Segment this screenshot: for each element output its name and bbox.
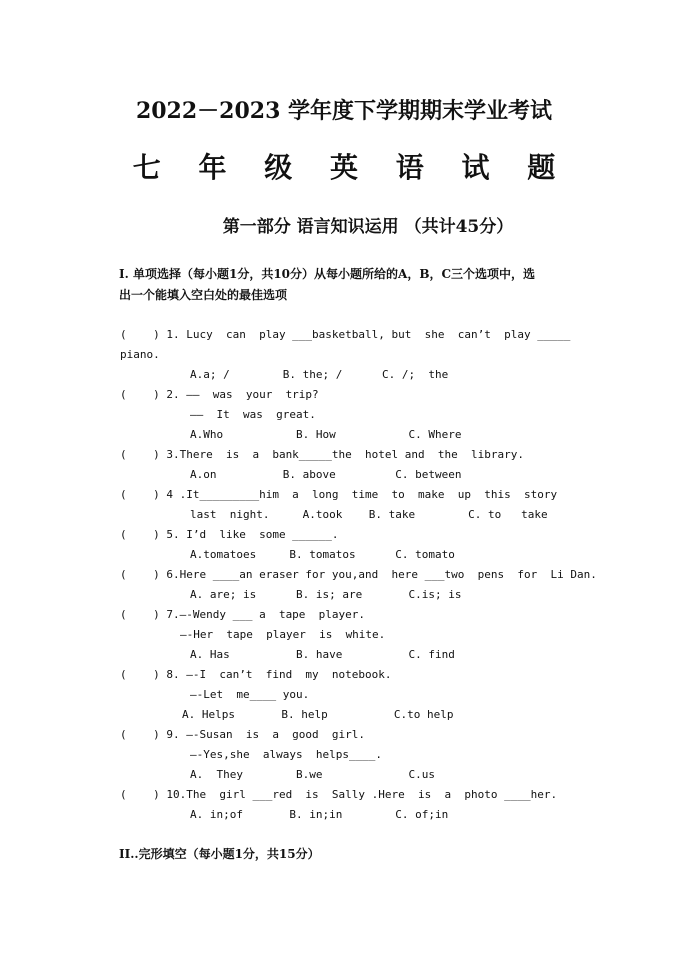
question-2-options: A.Who B. How C. Where: [190, 428, 462, 441]
question-4-continued: last night. A.took B. take C. to take: [190, 508, 548, 521]
question-6-options: A. are; is B. is; are C.is; is: [190, 588, 462, 601]
question-7-continued: —-Her tape player is white.: [180, 628, 386, 641]
question-9: ( ) 9. —-Susan is a good girl.: [120, 728, 366, 741]
question-3-options: A.on B. above C. between: [190, 468, 462, 481]
question-5-options: A.tomatoes B. tomatos C. tomato: [190, 548, 455, 561]
part1-title: 第一部分 语言知识运用 （共计45分）: [222, 217, 514, 237]
question-7: ( ) 7.—-Wendy ___ a tape player.: [120, 608, 366, 621]
question-2-continued: —— It was great.: [190, 408, 316, 421]
question-3: ( ) 3.There is a bank_____the hotel and the library.: [120, 448, 524, 461]
question-9-continued: —-Yes,she always helps____.: [190, 748, 383, 761]
section1-instructions-line2: 出一个能填入空白处的最佳选项: [119, 288, 288, 302]
question-10-options: A. in;of B. in;in C. of;in: [190, 808, 449, 821]
question-2: ( ) 2. —— was your trip?: [120, 388, 319, 401]
question-1-options: A.a; / B. the; / C. /; the: [190, 368, 449, 381]
question-8-options: A. Helps B. help C.to help: [182, 708, 454, 721]
question-7-options: A. Has B. have C. find: [190, 648, 455, 661]
question-8: ( ) 8. —-I can’t find my notebook.: [120, 668, 392, 681]
question-1-continued: piano.: [120, 348, 160, 361]
question-8-continued: —-Let me____ you.: [190, 688, 310, 701]
question-5: ( ) 5. I’d like some ______.: [120, 528, 339, 541]
section2-title: II..完形填空（每小题1分，共15分）: [119, 847, 320, 861]
grade-subject-title: 七 年 级 英 语 试 题: [132, 151, 570, 184]
question-9-options: A. They B.we C.us: [190, 768, 436, 781]
question-6: ( ) 6.Here ____an eraser for you,and here ___two pens for Li Dan.: [120, 568, 597, 581]
exam-title: 2022－2023 学年度下学期期末学业考试: [135, 98, 553, 124]
question-1: ( ) 1. Lucy can play ___basketball, but she can’t play _____: [120, 328, 571, 341]
question-4: ( ) 4 .It_________him a long time to make up this story: [120, 488, 558, 501]
question-10: ( ) 10.The girl ___red is Sally .Here is a photo ____her.: [120, 788, 558, 801]
section1-instructions-line1: I. 单项选择（每小题1分，共10分）从每小题所给的A，B，C三个选项中，选: [119, 267, 536, 281]
